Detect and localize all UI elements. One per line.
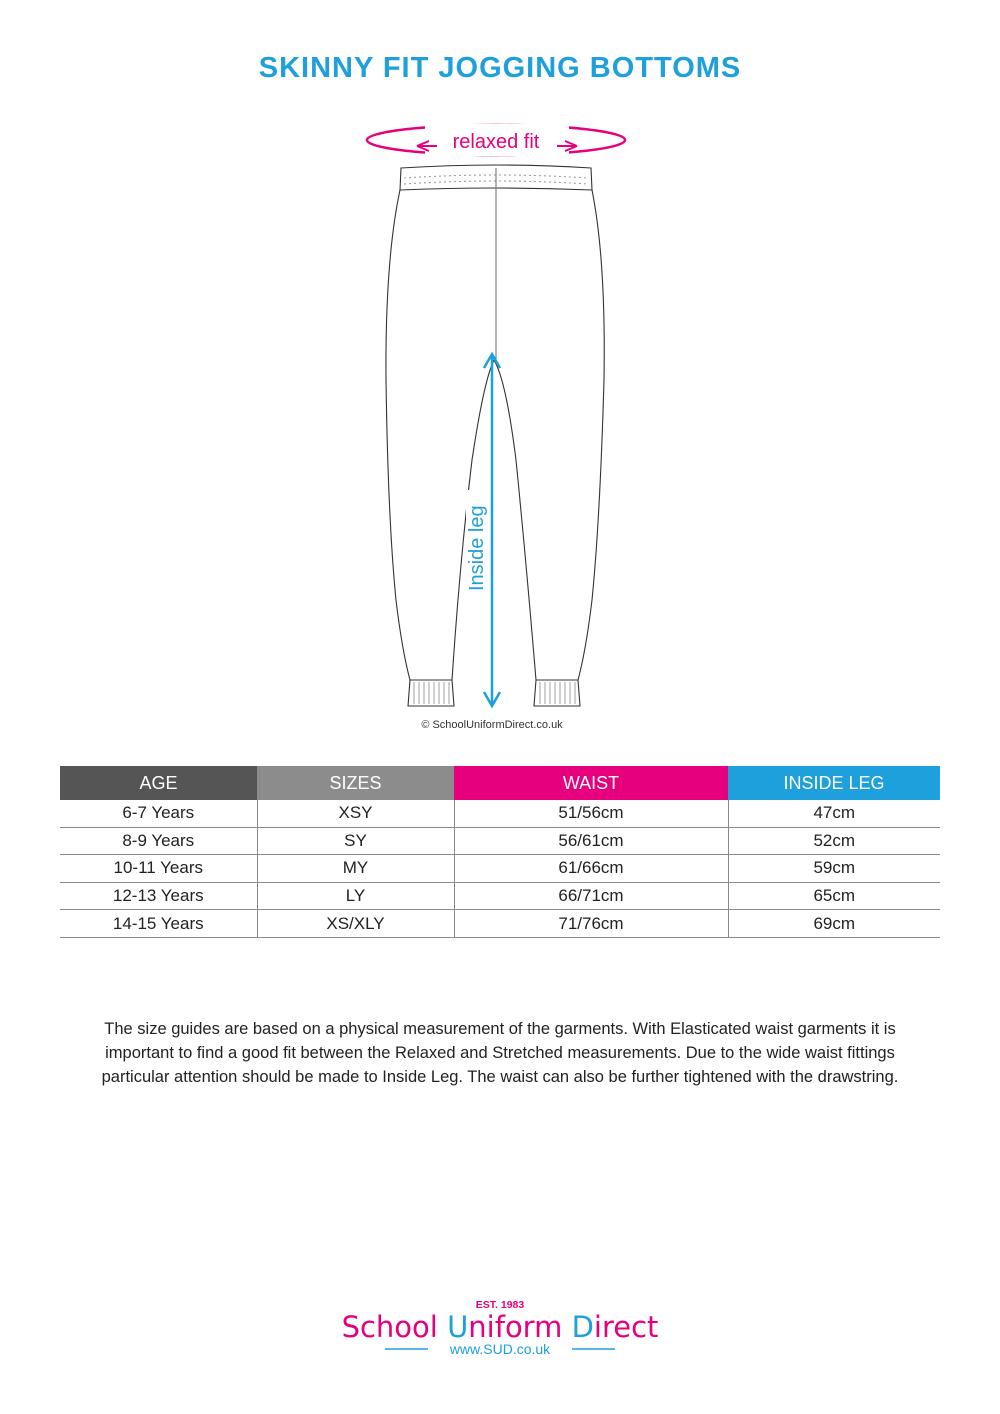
table-header-row <box>60 766 940 800</box>
logo-name-part: U <box>447 1310 469 1344</box>
size-cell: LY <box>257 882 454 910</box>
age-cell: 14-15 Years <box>60 910 257 938</box>
waist-cell: 56/61cm <box>454 827 728 855</box>
size-cell: XS/XLY <box>257 910 454 938</box>
trousers-outline <box>386 165 604 706</box>
age-cell: 12-13 Years <box>60 882 257 910</box>
size-table <box>60 766 940 938</box>
page-title: SKINNY FIT JOGGING BOTTOMS <box>258 52 742 84</box>
inside-leg-cell: 47cm <box>728 800 940 827</box>
copyright-text: © SchoolUniformDirect.co.uk <box>421 719 563 731</box>
logo-name <box>342 1310 659 1344</box>
header-inside-leg: INSIDE LEG <box>728 766 940 800</box>
header-age: AGE <box>60 766 257 800</box>
waist-cell: 61/66cm <box>454 855 728 883</box>
table-row <box>60 882 940 910</box>
age-cell: 10-11 Years <box>60 855 257 883</box>
table-row <box>60 800 940 827</box>
table-row <box>60 910 940 938</box>
trousers-diagram <box>0 110 1000 740</box>
waist-label: relaxed fit <box>452 131 540 153</box>
inside-leg-cell: 65cm <box>728 882 940 910</box>
age-cell: 8-9 Years <box>60 827 257 855</box>
size-guide-note: The size guides are based on a physical measurement of the garments. With Elasticated waist garments it is important to find a good fit between the Relaxed and Stretched measurements. Due to the wide waist fittings particular attention should be made to Inside Leg. The waist can also be further tightened with the drawstring. <box>101 1019 899 1086</box>
waist-cell: 51/56cm <box>454 800 728 827</box>
inside-leg-cell: 69cm <box>728 910 940 938</box>
logo-est: EST. 1983 <box>475 1299 525 1311</box>
header-waist: WAIST <box>454 766 728 800</box>
waist-cell: 66/71cm <box>454 882 728 910</box>
logo-name-part: School <box>341 1310 448 1344</box>
size-cell: SY <box>257 827 454 855</box>
company-logo <box>0 1290 1000 1370</box>
logo-name-part: D <box>571 1310 594 1344</box>
inside-leg-label: Inside leg <box>466 505 488 591</box>
logo-name-part: irect <box>593 1310 659 1344</box>
inside-leg-cell: 52cm <box>728 827 940 855</box>
logo-url: www.SUD.co.uk <box>449 1341 551 1357</box>
logo-name-part: niform <box>468 1310 572 1344</box>
age-cell: 6-7 Years <box>60 800 257 827</box>
waist-cell: 71/76cm <box>454 910 728 938</box>
size-cell: XSY <box>257 800 454 827</box>
inside-leg-cell: 59cm <box>728 855 940 883</box>
table-row <box>60 855 940 883</box>
header-sizes: SIZES <box>257 766 454 800</box>
table-row <box>60 827 940 855</box>
size-cell: MY <box>257 855 454 883</box>
